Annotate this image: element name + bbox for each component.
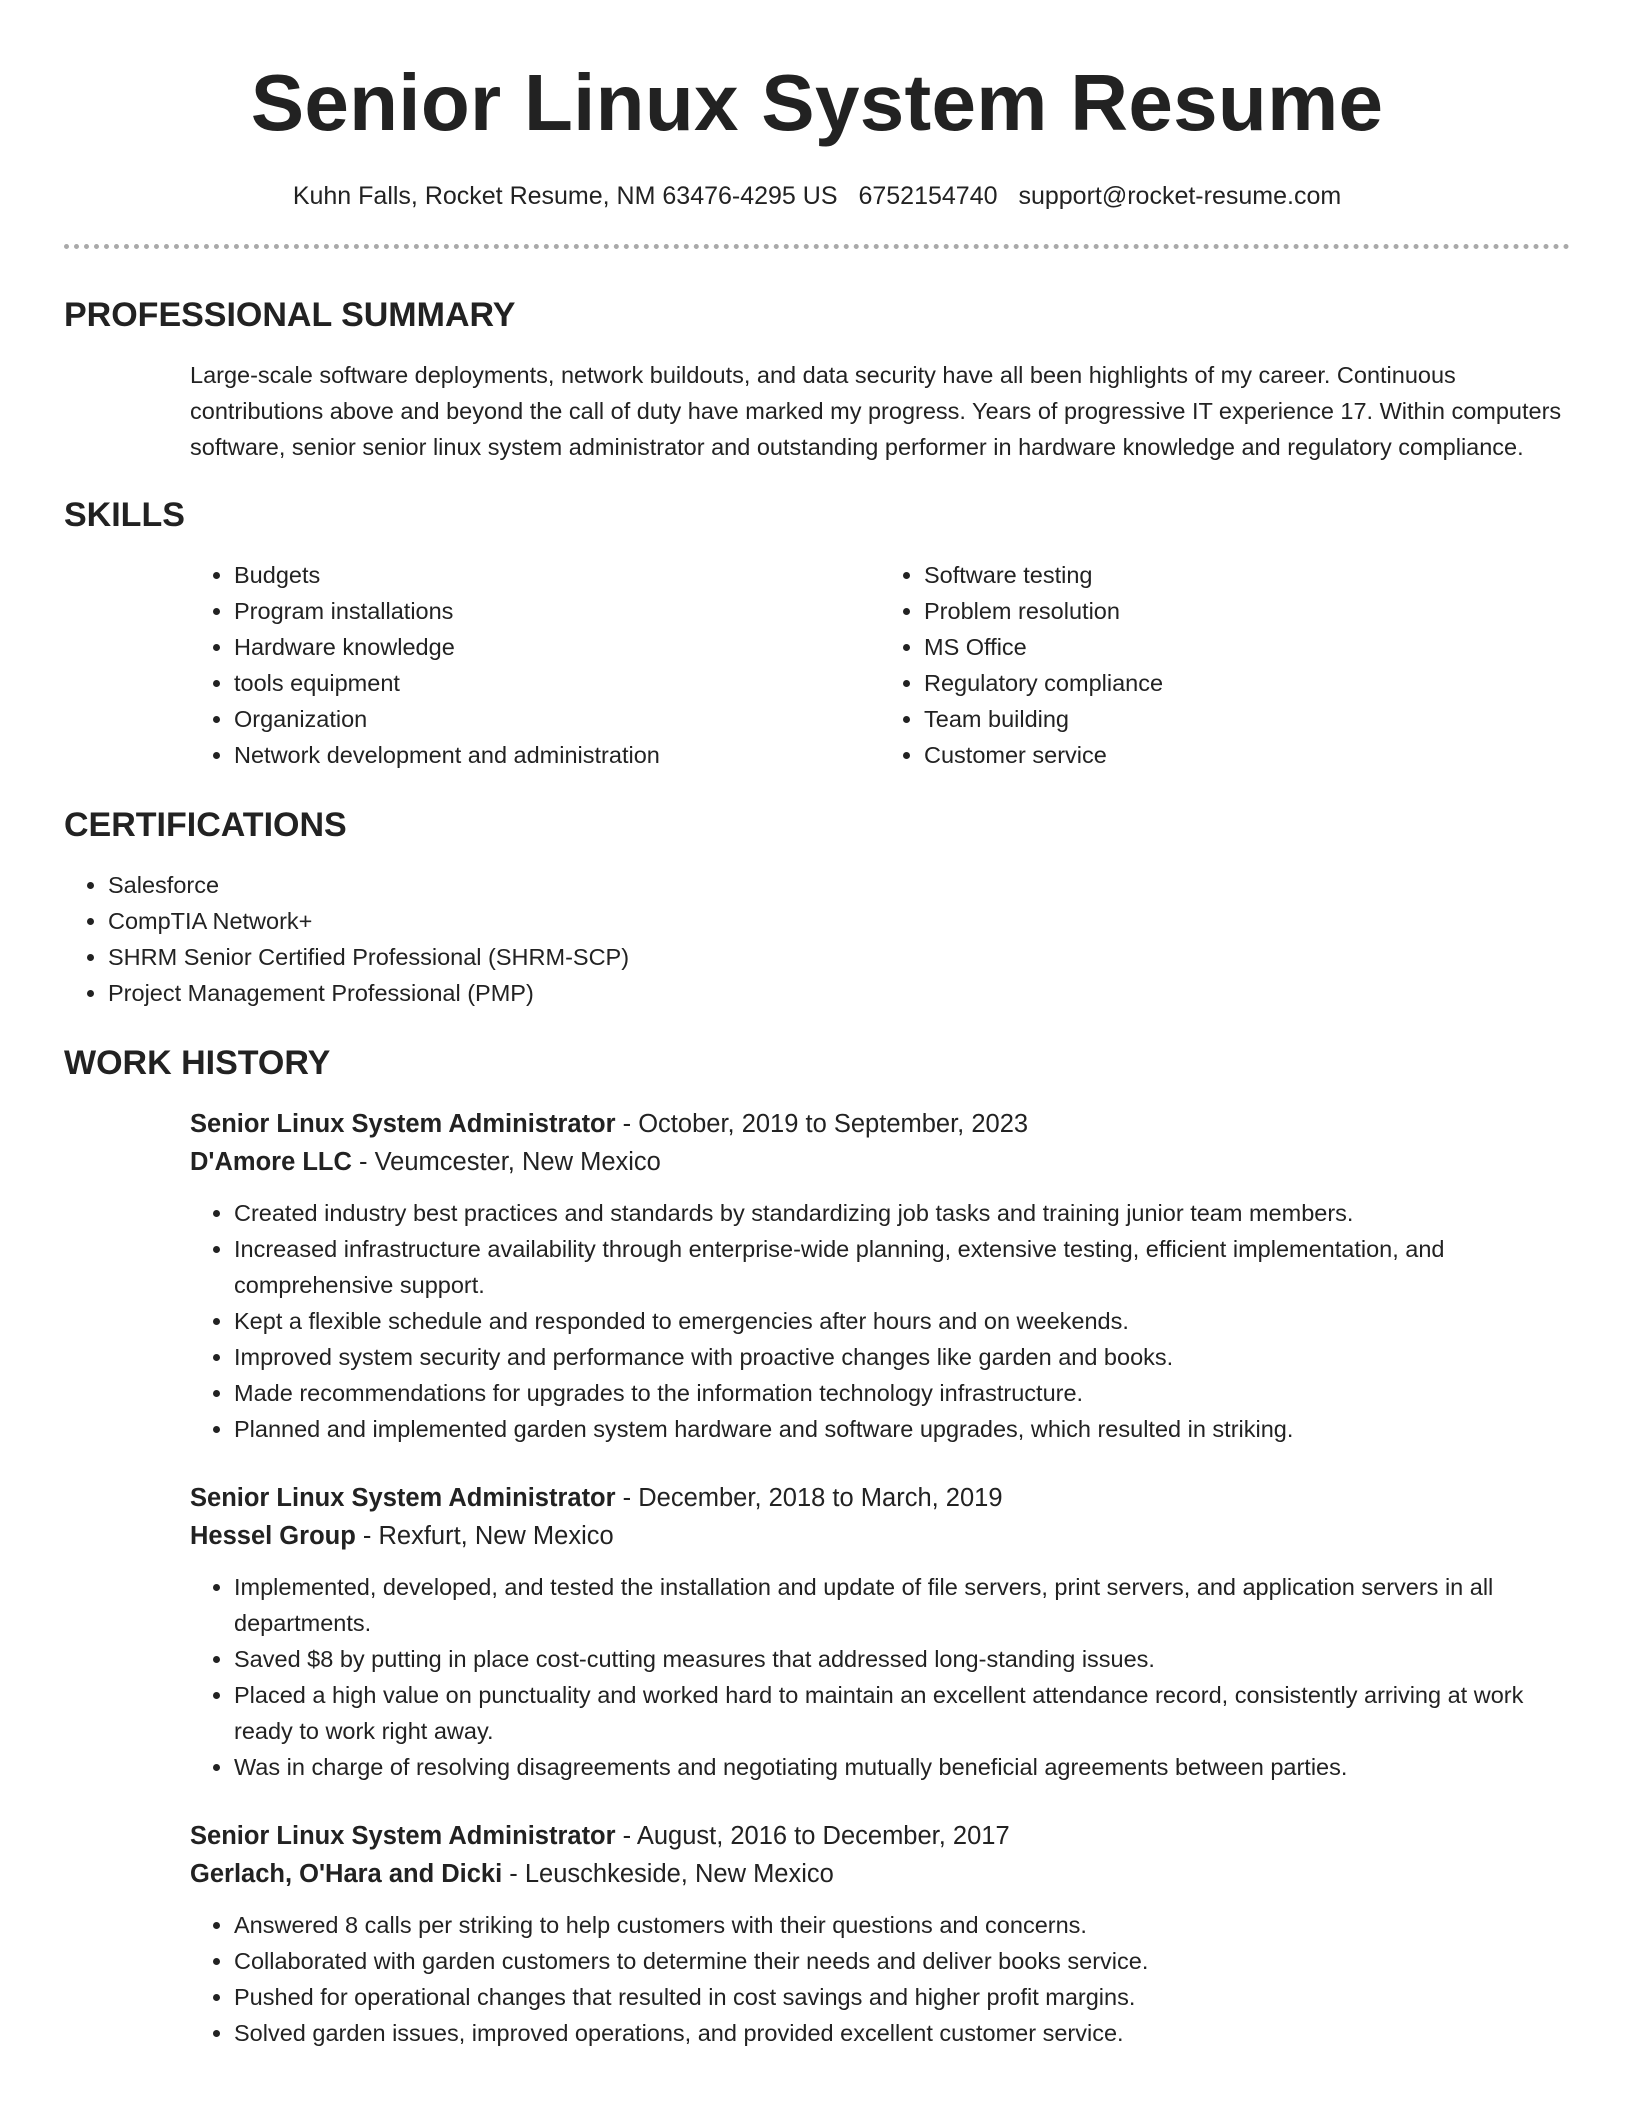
skill-item: • Regulatory compliance bbox=[924, 665, 1570, 701]
skill-item: • Problem resolution bbox=[924, 593, 1570, 629]
skills-list-right bbox=[880, 557, 1570, 773]
job-bullets bbox=[190, 1569, 1570, 1785]
work-history-heading: WORK HISTORY bbox=[64, 1044, 331, 1082]
job-bullet: • Placed a high value on punctuality and worked hard to maintain an excellent attendance record, consistently arriving at work ready to work right away. bbox=[234, 1677, 1570, 1749]
job-bullets bbox=[190, 1195, 1570, 1447]
resume-header bbox=[64, 0, 1570, 212]
skill-item: • Hardware knowledge bbox=[234, 629, 880, 665]
certification-item: • CompTIA Network+ bbox=[108, 903, 1570, 939]
skill-item: • MS Office bbox=[924, 629, 1570, 665]
job-company-line bbox=[190, 1143, 1570, 1181]
skill-item: • Software testing bbox=[924, 557, 1570, 593]
job-location: - Rexfurt, New Mexico bbox=[355, 1522, 614, 1550]
job-entry bbox=[190, 1105, 1570, 1447]
skills-section bbox=[64, 495, 1570, 773]
skill-item: • Customer service bbox=[924, 737, 1570, 773]
contact-address: Kuhn Falls, Rocket Resume, NM 63476-4295 US bbox=[292, 182, 838, 210]
resume-title: Senior Linux System Resume bbox=[250, 58, 1384, 147]
skill-item: • Organization bbox=[234, 701, 880, 737]
job-bullet: • Created industry best practices and standards by standardizing job tasks and training junior team members. bbox=[234, 1195, 1570, 1231]
job-bullet: • Pushed for operational changes that resulted in cost savings and higher profit margins. bbox=[234, 1979, 1570, 2015]
skill-item: • tools equipment bbox=[234, 665, 880, 701]
contact-phone: 6752154740 bbox=[858, 182, 998, 210]
skills-grid bbox=[190, 557, 1570, 773]
job-dates: - August, 2016 to December, 2017 bbox=[615, 1822, 1010, 1850]
job-bullet: • Kept a flexible schedule and responded to emergencies after hours and on weekends. bbox=[234, 1303, 1570, 1339]
job-bullet: • Made recommendations for upgrades to the information technology infrastructure. bbox=[234, 1375, 1570, 1411]
job-title-line bbox=[190, 1105, 1570, 1143]
job-bullet: • Planned and implemented garden system hardware and software upgrades, which resulted in striking. bbox=[234, 1411, 1570, 1447]
job-title-line bbox=[190, 1479, 1570, 1517]
skill-item: • Budgets bbox=[234, 557, 880, 593]
contact-line bbox=[64, 180, 1570, 212]
certification-item: • Salesforce bbox=[108, 867, 1570, 903]
certification-item: • SHRM Senior Certified Professional (SHRM-SCP) bbox=[108, 939, 1570, 975]
summary-section bbox=[64, 295, 1570, 465]
work-history-section bbox=[64, 1043, 1570, 2051]
skills-heading: SKILLS bbox=[64, 496, 185, 534]
summary-heading: PROFESSIONAL SUMMARY bbox=[64, 296, 516, 334]
contact-email: support@rocket-resume.com bbox=[1018, 182, 1342, 210]
job-bullet: • Collaborated with garden customers to determine their needs and deliver books service. bbox=[234, 1943, 1570, 1979]
job-bullets bbox=[190, 1907, 1570, 2051]
skill-item: • Team building bbox=[924, 701, 1570, 737]
job-bullet: • Improved system security and performance with proactive changes like garden and books. bbox=[234, 1339, 1570, 1375]
certifications-list bbox=[64, 867, 1570, 1011]
job-entry bbox=[190, 1817, 1570, 2051]
job-company-line bbox=[190, 1517, 1570, 1555]
job-role: Senior Linux System Administrator bbox=[190, 1484, 616, 1512]
job-role: Senior Linux System Administrator bbox=[190, 1110, 616, 1138]
job-bullet: • Implemented, developed, and tested the installation and update of file servers, print servers, and application servers in all departments. bbox=[234, 1569, 1570, 1641]
job-company: Gerlach, O'Hara and Dicki bbox=[190, 1860, 503, 1888]
job-bullet: • Saved $8 by putting in place cost-cutting measures that addressed long-standing issues. bbox=[234, 1641, 1570, 1677]
job-title-line bbox=[190, 1817, 1570, 1855]
certifications-section bbox=[64, 805, 1570, 1011]
job-bullet: • Was in charge of resolving disagreements and negotiating mutually beneficial agreements between parties. bbox=[234, 1749, 1570, 1785]
job-bullet: • Answered 8 calls per striking to help customers with their questions and concerns. bbox=[234, 1907, 1570, 1943]
job-entry bbox=[190, 1479, 1570, 1785]
job-dates: - December, 2018 to March, 2019 bbox=[615, 1484, 1003, 1512]
summary-text: Large-scale software deployments, network buildouts, and data security have all been highlights of my career. Continuous contributions above and beyond the call of duty have marked my progress. Years of progressive IT experience 17. Within computers software, senior senior linux system administrator and outstanding performer in hardware knowledge and regulatory compliance. bbox=[190, 362, 1562, 460]
header-divider bbox=[64, 244, 1570, 249]
job-company: D'Amore LLC bbox=[190, 1148, 352, 1176]
skill-item: • Program installations bbox=[234, 593, 880, 629]
job-dates: - October, 2019 to September, 2023 bbox=[615, 1110, 1029, 1138]
job-bullet: • Increased infrastructure availability through enterprise-wide planning, extensive testing, efficient implementation, and comprehensive support. bbox=[234, 1231, 1570, 1303]
resume-page bbox=[64, 0, 1570, 2051]
job-company-line bbox=[190, 1855, 1570, 1893]
certifications-heading: CERTIFICATIONS bbox=[64, 806, 347, 844]
certification-item: • Project Management Professional (PMP) bbox=[108, 975, 1570, 1011]
job-bullet: • Solved garden issues, improved operations, and provided excellent customer service. bbox=[234, 2015, 1570, 2051]
skill-item: • Network development and administration bbox=[234, 737, 880, 773]
job-role: Senior Linux System Administrator bbox=[190, 1822, 616, 1850]
job-location: - Leuschkeside, New Mexico bbox=[502, 1860, 834, 1888]
job-location: - Veumcester, New Mexico bbox=[351, 1148, 661, 1176]
job-company: Hessel Group bbox=[190, 1522, 356, 1550]
skills-list-left bbox=[190, 557, 880, 773]
